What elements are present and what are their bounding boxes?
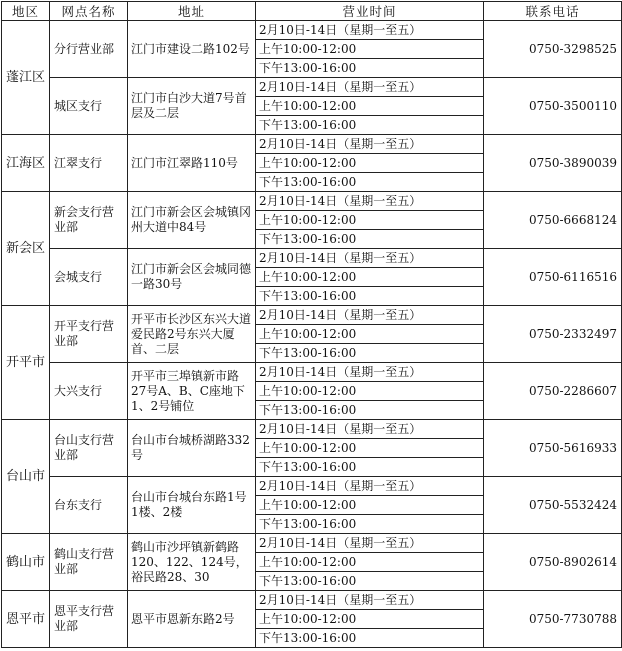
hours-cell: 下午13:00-16:00: [256, 572, 484, 591]
address-cell: 开平市三埠镇新市路27号A、B、C座地下1、2号铺位: [128, 363, 256, 420]
region-cell: 蓬江区: [2, 21, 50, 135]
hours-cell: 上午10:00-12:00: [256, 154, 484, 173]
table-row: [2, 477, 622, 496]
hours-cell: 上午10:00-12:00: [256, 268, 484, 287]
address-cell: 江门市新会区会城镇冈州大道中84号: [128, 192, 256, 249]
phone-cell: 0750-7730788: [484, 591, 622, 648]
address-cell: 江门市建设二路102号: [128, 21, 256, 78]
phone-cell: 0750-6116516: [484, 249, 622, 306]
hours-cell: 下午13:00-16:00: [256, 344, 484, 363]
table-row: [2, 78, 622, 97]
table-row: [2, 534, 622, 553]
address-cell: 台山市台城台东路1号1楼、2楼: [128, 477, 256, 534]
hours-cell: 上午10:00-12:00: [256, 211, 484, 230]
phone-cell: 0750-8902614: [484, 534, 622, 591]
hours-cell: 下午13:00-16:00: [256, 230, 484, 249]
region-cell: 鹤山市: [2, 534, 50, 591]
hours-cell: 上午10:00-12:00: [256, 97, 484, 116]
phone-cell: 0750-2332497: [484, 306, 622, 363]
hours-cell: 下午13:00-16:00: [256, 515, 484, 534]
address-cell: 鹤山市沙坪镇新鹤路120、122、124号，裕民路28、30: [128, 534, 256, 591]
branch-name-cell: 分行营业部: [50, 21, 128, 78]
phone-cell: 0750-6668124: [484, 192, 622, 249]
branch-name-cell: 新会支行营业部: [50, 192, 128, 249]
region-cell: 开平市: [2, 306, 50, 420]
region-cell: 新会区: [2, 192, 50, 306]
header-region: 地区: [2, 2, 50, 21]
phone-cell: 0750-3500110: [484, 78, 622, 135]
table-row: [2, 249, 622, 268]
address-cell: 江门市新会区会城同德一路30号: [128, 249, 256, 306]
table-header-row: [2, 2, 622, 21]
hours-cell: 下午13:00-16:00: [256, 173, 484, 192]
hours-cell: 2月10日-14日（星期一至五）: [256, 477, 484, 496]
hours-cell: 下午13:00-16:00: [256, 59, 484, 78]
phone-cell: 0750-3890039: [484, 135, 622, 192]
table-row: [2, 363, 622, 382]
branch-name-cell: 江翠支行: [50, 135, 128, 192]
phone-cell: 0750-3298525: [484, 21, 622, 78]
region-cell: 江海区: [2, 135, 50, 192]
hours-cell: 下午13:00-16:00: [256, 287, 484, 306]
hours-cell: 上午10:00-12:00: [256, 325, 484, 344]
hours-cell: 2月10日-14日（星期一至五）: [256, 192, 484, 211]
hours-cell: 下午13:00-16:00: [256, 116, 484, 135]
hours-cell: 2月10日-14日（星期一至五）: [256, 591, 484, 610]
hours-cell: 上午10:00-12:00: [256, 496, 484, 515]
table-row: [2, 420, 622, 439]
branch-name-cell: 台东支行: [50, 477, 128, 534]
region-cell: 台山市: [2, 420, 50, 534]
header-phone: 联系电话: [484, 2, 622, 21]
table-row: [2, 306, 622, 325]
phone-cell: 0750-2286607: [484, 363, 622, 420]
address-cell: 恩平市恩新东路2号: [128, 591, 256, 648]
table-row: [2, 192, 622, 211]
table-row: [2, 21, 622, 40]
header-branch: 网点名称: [50, 2, 128, 21]
address-cell: 江门市江翠路110号: [128, 135, 256, 192]
table-row: [2, 135, 622, 154]
hours-cell: 下午13:00-16:00: [256, 629, 484, 648]
region-cell: 恩平市: [2, 591, 50, 648]
hours-cell: 2月10日-14日（星期一至五）: [256, 249, 484, 268]
branch-name-cell: 台山支行营业部: [50, 420, 128, 477]
hours-cell: 2月10日-14日（星期一至五）: [256, 21, 484, 40]
address-cell: 台山市台城桥湖路332号: [128, 420, 256, 477]
address-cell: 开平市长沙区东兴大道爱民路2号东兴大厦首、二层: [128, 306, 256, 363]
phone-cell: 0750-5532424: [484, 477, 622, 534]
branch-name-cell: 城区支行: [50, 78, 128, 135]
table-row: [2, 591, 622, 610]
hours-cell: 下午13:00-16:00: [256, 458, 484, 477]
hours-cell: 上午10:00-12:00: [256, 40, 484, 59]
hours-cell: 上午10:00-12:00: [256, 382, 484, 401]
branch-name-cell: 会城支行: [50, 249, 128, 306]
branch-name-cell: 鹤山支行营业部: [50, 534, 128, 591]
hours-cell: 2月10日-14日（星期一至五）: [256, 420, 484, 439]
hours-cell: 上午10:00-12:00: [256, 439, 484, 458]
hours-cell: 2月10日-14日（星期一至五）: [256, 363, 484, 382]
branch-name-cell: 大兴支行: [50, 363, 128, 420]
phone-cell: 0750-5616933: [484, 420, 622, 477]
hours-cell: 2月10日-14日（星期一至五）: [256, 306, 484, 325]
hours-cell: 上午10:00-12:00: [256, 610, 484, 629]
header-hours: 营业时间: [256, 2, 484, 21]
hours-cell: 2月10日-14日（星期一至五）: [256, 78, 484, 97]
branch-name-cell: 恩平支行营业部: [50, 591, 128, 648]
table-body: [2, 21, 622, 648]
hours-cell: 2月10日-14日（星期一至五）: [256, 135, 484, 154]
hours-cell: 2月10日-14日（星期一至五）: [256, 534, 484, 553]
hours-cell: 上午10:00-12:00: [256, 553, 484, 572]
branch-hours-table: [1, 1, 622, 648]
address-cell: 江门市白沙大道7号首层及二层: [128, 78, 256, 135]
hours-cell: 下午13:00-16:00: [256, 401, 484, 420]
branch-name-cell: 开平支行营业部: [50, 306, 128, 363]
header-address: 地址: [128, 2, 256, 21]
